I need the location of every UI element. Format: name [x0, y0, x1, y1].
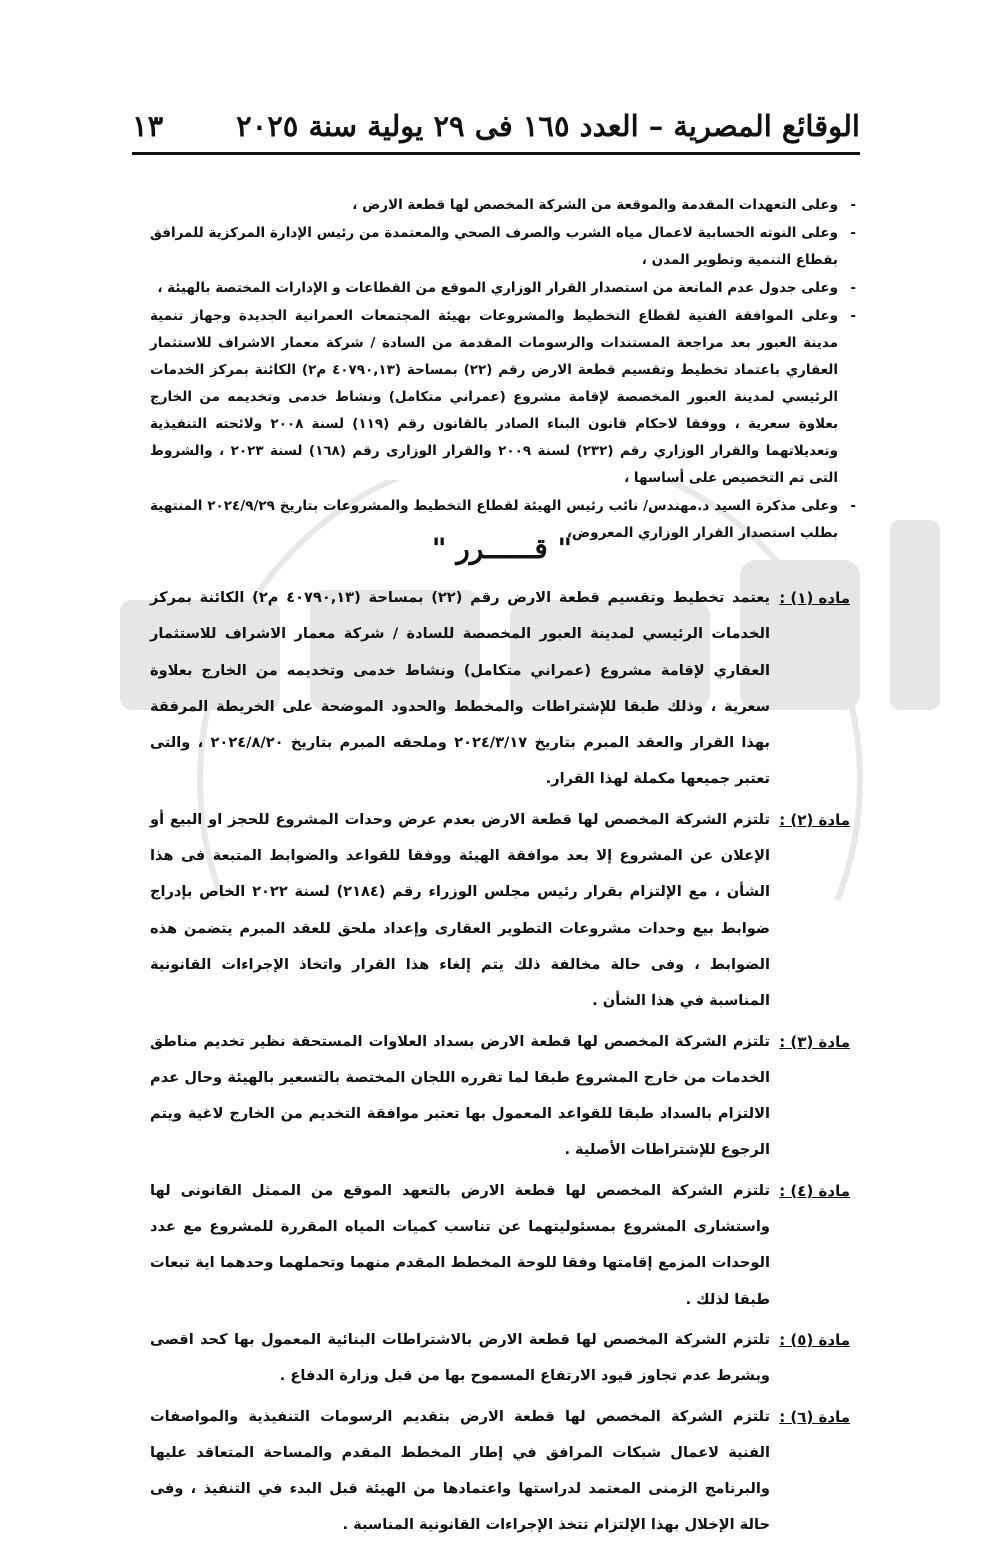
recital-text: وعلى مذكرة السيد د.مهندس/ نائب رئيس الهيئة لقطاع التخطيط والمشروعات بتاريخ ٢٠٢٤/٩/٢٩ المنتهية بطلب استصدار القرار الوزاري المعروض، [150, 498, 838, 541]
decision-heading: " قــــــرر " [431, 532, 573, 565]
recitals-section [150, 192, 856, 548]
recital-text: وعلى جدول عدم المانعة من استصدار القرار الوزاري الموقع من القطاعات و الإدارات المختصة بالهيئة ، [157, 280, 838, 296]
recital-text: وعلى الموافقة الفنية لقطاع التخطيط والمشروعات بهيئة المجتمعات العمرانية الجديدة وجهاز تنمية مدينة العبور بعد مراجعة المستندات والرسومات المقدمة من السادة / شركة معمار الاشراف للاستثمار العقاري باعتماد تخطيط وتقسيم قطعة الارض رقم (٢٢) بمساحة (٤٠٧٩٠,١٣ م٢) الكائنة بمركز الخدمات الرئيسي لمدينة العبور المخصصة لإقامة مشروع (عمراني متكامل) ونشاط خدمى وتخديمه من الخارج بعلاوة سعرية ، ووفقا لاحكام قانون البناء الصادر بالقانون رقم (١١٩) لسنة ٢٠٠٨ ولائحته التنفيذية وتعديلاتهما والقرار الوزاري رقم (٢٣٢) لسنة ٢٠٠٩ والقرار الوزارى رقم (١٦٨) لسنة ٢٠٢٣ ، والشروط التى تم التخصيص على أساسها ، [150, 308, 839, 486]
article-text: تلتزم الشركة المخصص لها قطعة الارض بعدم عرض وحدات المشروع للحجز او البيع أو الإعلان عن المشروع إلا بعد موافقة الهيئة ووفقا للقواعد والضوابط المتبعة فى هذا الشأن ، مع الإلتزام بقرار رئيس مجلس الوزراء رقم (٢١٨٤) لسنة ٢٠٢٢ الخاص بإدراج ضوابط بيع وحدات مشروعات التطوير العقارى وإعداد ملحق للعقد المبرم يتضمن هذه الضوابط ، وفى حالة مخالفة ذلك يتم إلغاء هذا القرار واتخاذ الإجراءات القانونية المناسبة في هذا الشأن . [150, 810, 770, 1010]
article-item [150, 1322, 850, 1395]
recital-item: - وعلى الموافقة الفنية لقطاع التخطيط والمشروعات بهيئة المجتمعات العمرانية الجديدة وجهاز تنمية مدينة العبور بعد مراجعة المستندات والرسومات المقدمة من السادة / شركة معمار الاشراف للاستثمار العقاري باعتماد تخطيط وتقسيم قطعة الارض رقم (٢٢) بمساحة (٤٠٧٩٠,١٣ م٢) الكائنة بمركز الخدمات الرئيسي لمدينة العبور المخصصة لإقامة مشروع (عمراني متكامل) ونشاط خدمى وتخديمه من الخارج بعلاوة سعرية ، ووفقا لاحكام قانون البناء الصادر بالقانون رقم (١١٩) لسنة ٢٠٠٨ ولائحته التنفيذية وتعديلاتهما والقرار الوزاري رقم (٢٣٢) لسنة ٢٠٠٩ والقرار الوزارى رقم (١٦٨) لسنة ٢٠٢٣ ، والشروط التى تم التخصيص على أساسها ، [150, 308, 856, 486]
page-header-title: الوقائع المصرية – العدد ١٦٥ فى ٢٩ يولية سنة ٢٠٢٥ [236, 109, 860, 143]
article-item [150, 1024, 850, 1169]
article-item [150, 1173, 850, 1318]
article-label: مادة (٢) : [779, 810, 850, 829]
article-label: مادة (٦) : [779, 1407, 850, 1426]
article-label: مادة (٤) : [779, 1181, 850, 1200]
recital-item: - وعلى مذكرة السيد د.مهندس/ نائب رئيس الهيئة لقطاع التخطيط والمشروعات بتاريخ ٢٠٢٤/٩/٢٩ المنتهية بطلب استصدار القرار الوزاري المعروض، [150, 498, 856, 541]
article-label: مادة (٣) : [779, 1032, 850, 1051]
article-text: تلتزم الشركة المخصص لها قطعة الارض بالتعهد الموقع من الممثل القانونى لها واستشارى المشروع بمسئوليتهما عن تناسب كميات المياه المقررة للمشروع مع عدد الوحدات المزمع إقامتها وفقا للوحة المخطط المقدم منهما وتحملهما وحدهما اية تبعات طبقا لذلك . [150, 1181, 770, 1308]
articles-section [150, 580, 850, 1548]
article-item [150, 1399, 850, 1544]
recital-item: - وعلى التعهدات المقدمة والموقعة من الشركة المخصص لها قطعة الارض ، [352, 197, 856, 213]
page-header [132, 100, 860, 155]
recital-text: وعلى النوته الحسابية لاعمال مياه الشرب والصرف الصحي والمعتمدة من رئيس الإدارة المركزية للمرافق بقطاع التنمية وتطوير المدن ، [150, 225, 838, 268]
page-number: ١٣ [132, 109, 164, 143]
article-text: تلتزم الشركة المخصص لها قطعة الارض بالاشتراطات البنائية المعمول بها كحد اقصى وبشرط عدم تجاوز قيود الارتفاع المسموح بها من قبل وزارة الدفاع . [150, 1330, 770, 1385]
recital-item: - وعلى النوته الحسابية لاعمال مياه الشرب والصرف الصحي والمعتمدة من رئيس الإدارة المركزية للمرافق بقطاع التنمية وتطوير المدن ، [150, 225, 856, 268]
article-text: يعتمد تخطيط وتقسيم قطعة الارض رقم (٢٢) بمساحة (٤٠٧٩٠,١٣ م٢) الكائنة بمركز الخدمات الرئيسي لمدينة العبور المخصصة للسادة / شركة معمار الاشراف للاستثمار العقاري لإقامة مشروع (عمراني متكامل) ونشاط خدمى وتخديمه من الخارج بعلاوة سعرية ، وذلك طبقا للإشتراطات والمخطط والحدود الموضحة على الخريطة المرفقة بهذا القرار والعقد المبرم بتاريخ ٢٠٢٤/٣/١٧ وملحقه المبرم بتاريخ ٢٠٢٤/٨/٢٠ ، والتى تعتبر جميعها مكملة لهذا القرار. [150, 589, 771, 788]
article-item [150, 580, 850, 798]
recital-item: - وعلى جدول عدم المانعة من استصدار القرار الوزاري الموقع من القطاعات و الإدارات المختصة بالهيئة ، [157, 280, 856, 296]
article-text: تلتزم الشركة المخصص لها قطعة الارض بسداد العلاوات المستحقة نظير تخديم مناطق الخدمات من خارج المشروع طبقا لما تقرره اللجان المختصة بالتسعير بالهيئة وحال عدم الالتزام بالسداد طبقا للقواعد المعمول بها تعتبر موافقة التخديم من الخارج لاغية ويتم الرجوع للإشتراطات الأصلية . [150, 1032, 770, 1159]
article-item [150, 802, 850, 1020]
article-text: تلتزم الشركة المخصص لها قطعة الارض بتقديم الرسومات التنفيذية والمواصفات الفنية لاعمال شبكات المرافق في إطار المخطط المقدم والمساحة المتعاقد عليها والبرنامج الزمنى المعتمد لدراستها واعتمادها من الهيئة قبل البدء في التنفيذ ، وفى حالة الإخلال بهذا الإلتزام تتخذ الإجراءات القانونية المناسبة . [150, 1407, 770, 1534]
article-label: مادة (٥) : [779, 1330, 850, 1349]
article-label: ماده (١) : [779, 589, 850, 607]
recital-text: وعلى التعهدات المقدمة والموقعة من الشركة المخصص لها قطعة الارض ، [352, 197, 838, 213]
